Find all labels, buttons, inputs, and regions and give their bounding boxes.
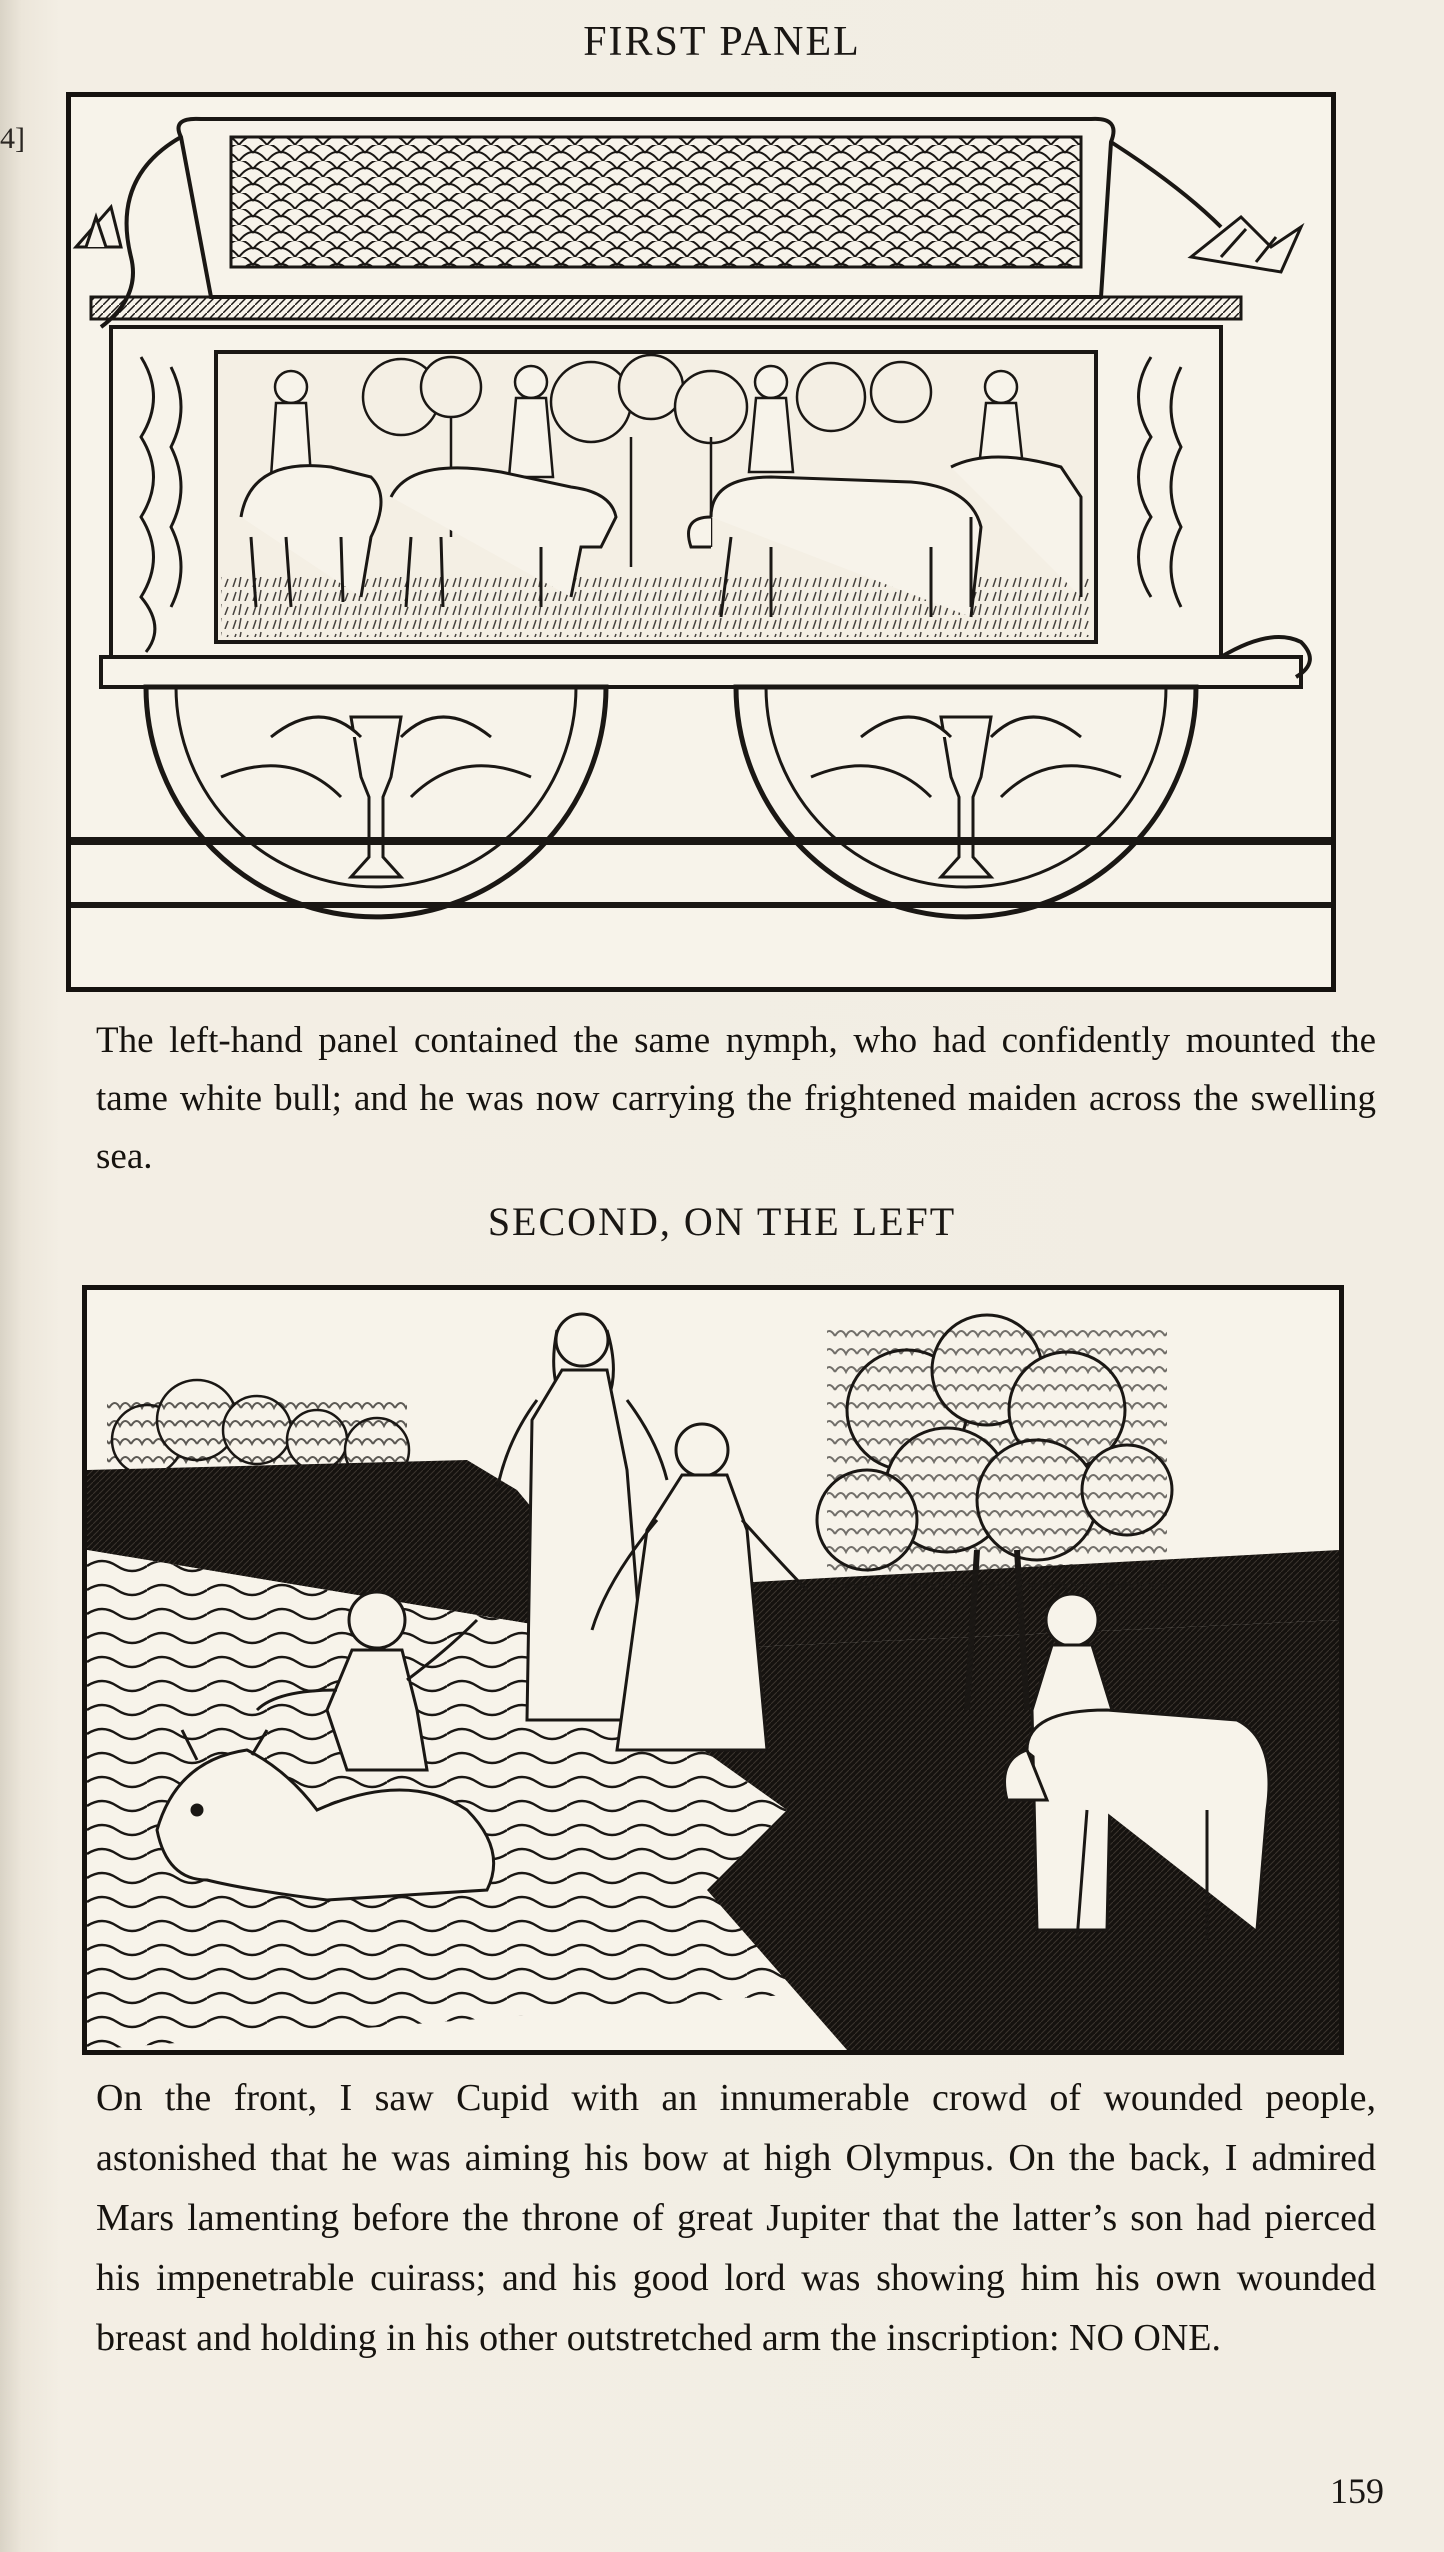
page-number: 159 bbox=[1330, 2471, 1384, 2511]
chariot-woodcut bbox=[66, 92, 1336, 992]
chariot-woodcut-art bbox=[71, 97, 1331, 987]
river-woodcut-art bbox=[87, 1290, 1339, 2050]
lotus-ornament-right bbox=[1191, 217, 1301, 272]
lotus-ornament-left bbox=[76, 207, 121, 247]
second-panel-heading: SECOND, ON THE LEFT bbox=[487, 1199, 957, 1244]
gutter-mark: 4] bbox=[0, 122, 25, 155]
second-panel-caption: On the front, I saw Cupid with an innumerable crowd of wounded people, astonished that he was aiming his bow at high Olympus. On the back, I admired Mars lamenting before the throne of great Jupiter that the latter’s son had pierced his impenetrable cuirass; and his good lord was showing him his own wounded breast and holding in his other outstretched arm the inscription: NO ONE. bbox=[96, 2077, 1376, 2359]
first-panel-heading: FIRST PANEL bbox=[583, 19, 861, 65]
river-woodcut bbox=[82, 1285, 1344, 2055]
first-panel-caption: The left-hand panel contained the same nymph, who had confidently mounted the tame white bull; and he was now carrying the frightened maiden across the swelling sea. bbox=[96, 1020, 1376, 1177]
